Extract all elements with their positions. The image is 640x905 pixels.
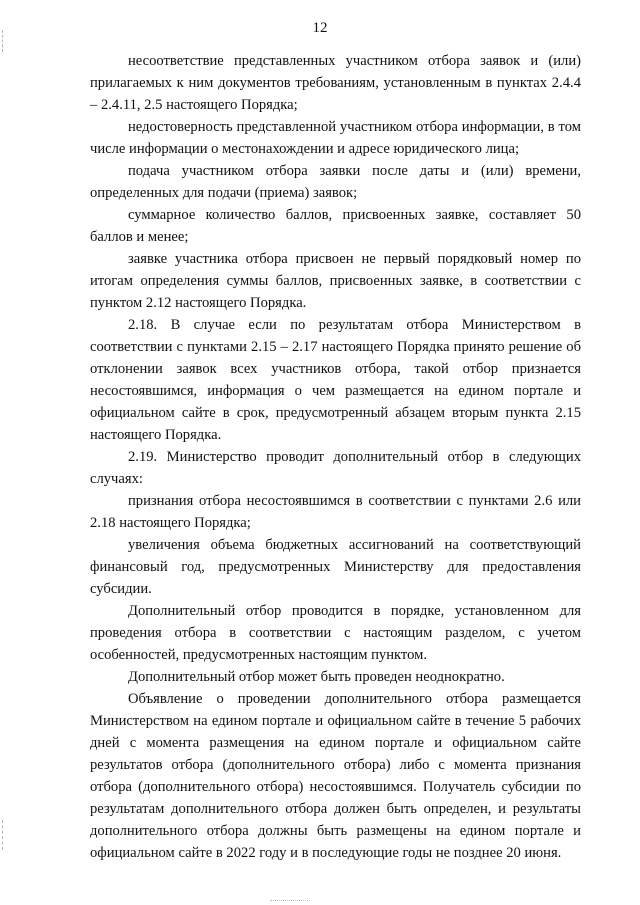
paragraph-budget-increase: увеличения объема бюджетных ассигнований на соответствующий финансовый год, предусмотренных Министерству для предоставления субсидии. [90,537,581,597]
paragraph-not-first-rank: заявке участника отбора присвоен не первый порядковый номер по итогам определения суммы баллов, присвоенных заявке, в соответствии с пунктом 2.12 настоящего Порядка. [90,251,581,311]
page-number: 12 [312,20,328,36]
paragraph-inaccuracy: недостоверность представленной участником отбора информации, в том числе информации о местонахождении и адресе юридического лица; [90,119,581,157]
paragraph-clause-2-19: 2.19. Министерство проводит дополнительный отбор в следующих случаях: [90,449,581,487]
paragraph-additional-procedure: Дополнительный отбор проводится в порядке, установленном для проведения отбора в соответствии с настоящим разделом, с учетом особенностей, предусмотренных настоящим пунктом. [90,603,581,663]
paragraph-clause-2-18: 2.18. В случае если по результатам отбора Министерством в соответствии с пунктами 2.15 – 2.17 настоящего Порядка принято решение об отклонении заявок всех участников отбора, такой отбор признается несостоявшимся, информация о чем размещается на едином портале и официальном сайте в срок, предусмотренный абзацем вторым пункта 2.15 настоящего Порядка. [90,317,581,443]
paragraph-nonconformity: несоответствие представленных участником отбора заявок и (или) прилагаемых к ним документов требованиям, установленным в пунктах 2.4.4 – 2.4.11, 2.5 настоящего Порядка; [90,53,581,113]
paragraph-failed-selection: признания отбора несостоявшимся в соответствии с пунктами 2.6 или 2.18 настоящего Порядка; [90,493,581,531]
document-body [90,50,581,864]
scan-margin-mark [2,820,6,850]
paragraph-repeatable: Дополнительный отбор может быть проведен неоднократно. [128,669,505,685]
scan-bottom-mark [270,900,310,902]
paragraph-score-threshold: суммарное количество баллов, присвоенных заявке, составляет 50 баллов и менее; [90,207,581,245]
paragraph-announcement: Объявление о проведении дополнительного отбора размещается Министерством на едином портале и официальном сайте в течение 5 рабочих дней с момента размещения на едином портале и официальном сайте результатов отбора (дополнительного отбора) либо с момента признания отбора (дополнительного отбора) несостоявшимся. Получатель субсидии по результатам дополнительного отбора должен быть определен, и результаты дополнительного отбора должны быть размещены на едином портале и официальном сайте в 2022 году и в последующие годы не позднее 20 июня. [90,691,581,861]
paragraph-late-submission: подача участником отбора заявки после даты и (или) времени, определенных для подачи (приема) заявок; [90,163,581,201]
